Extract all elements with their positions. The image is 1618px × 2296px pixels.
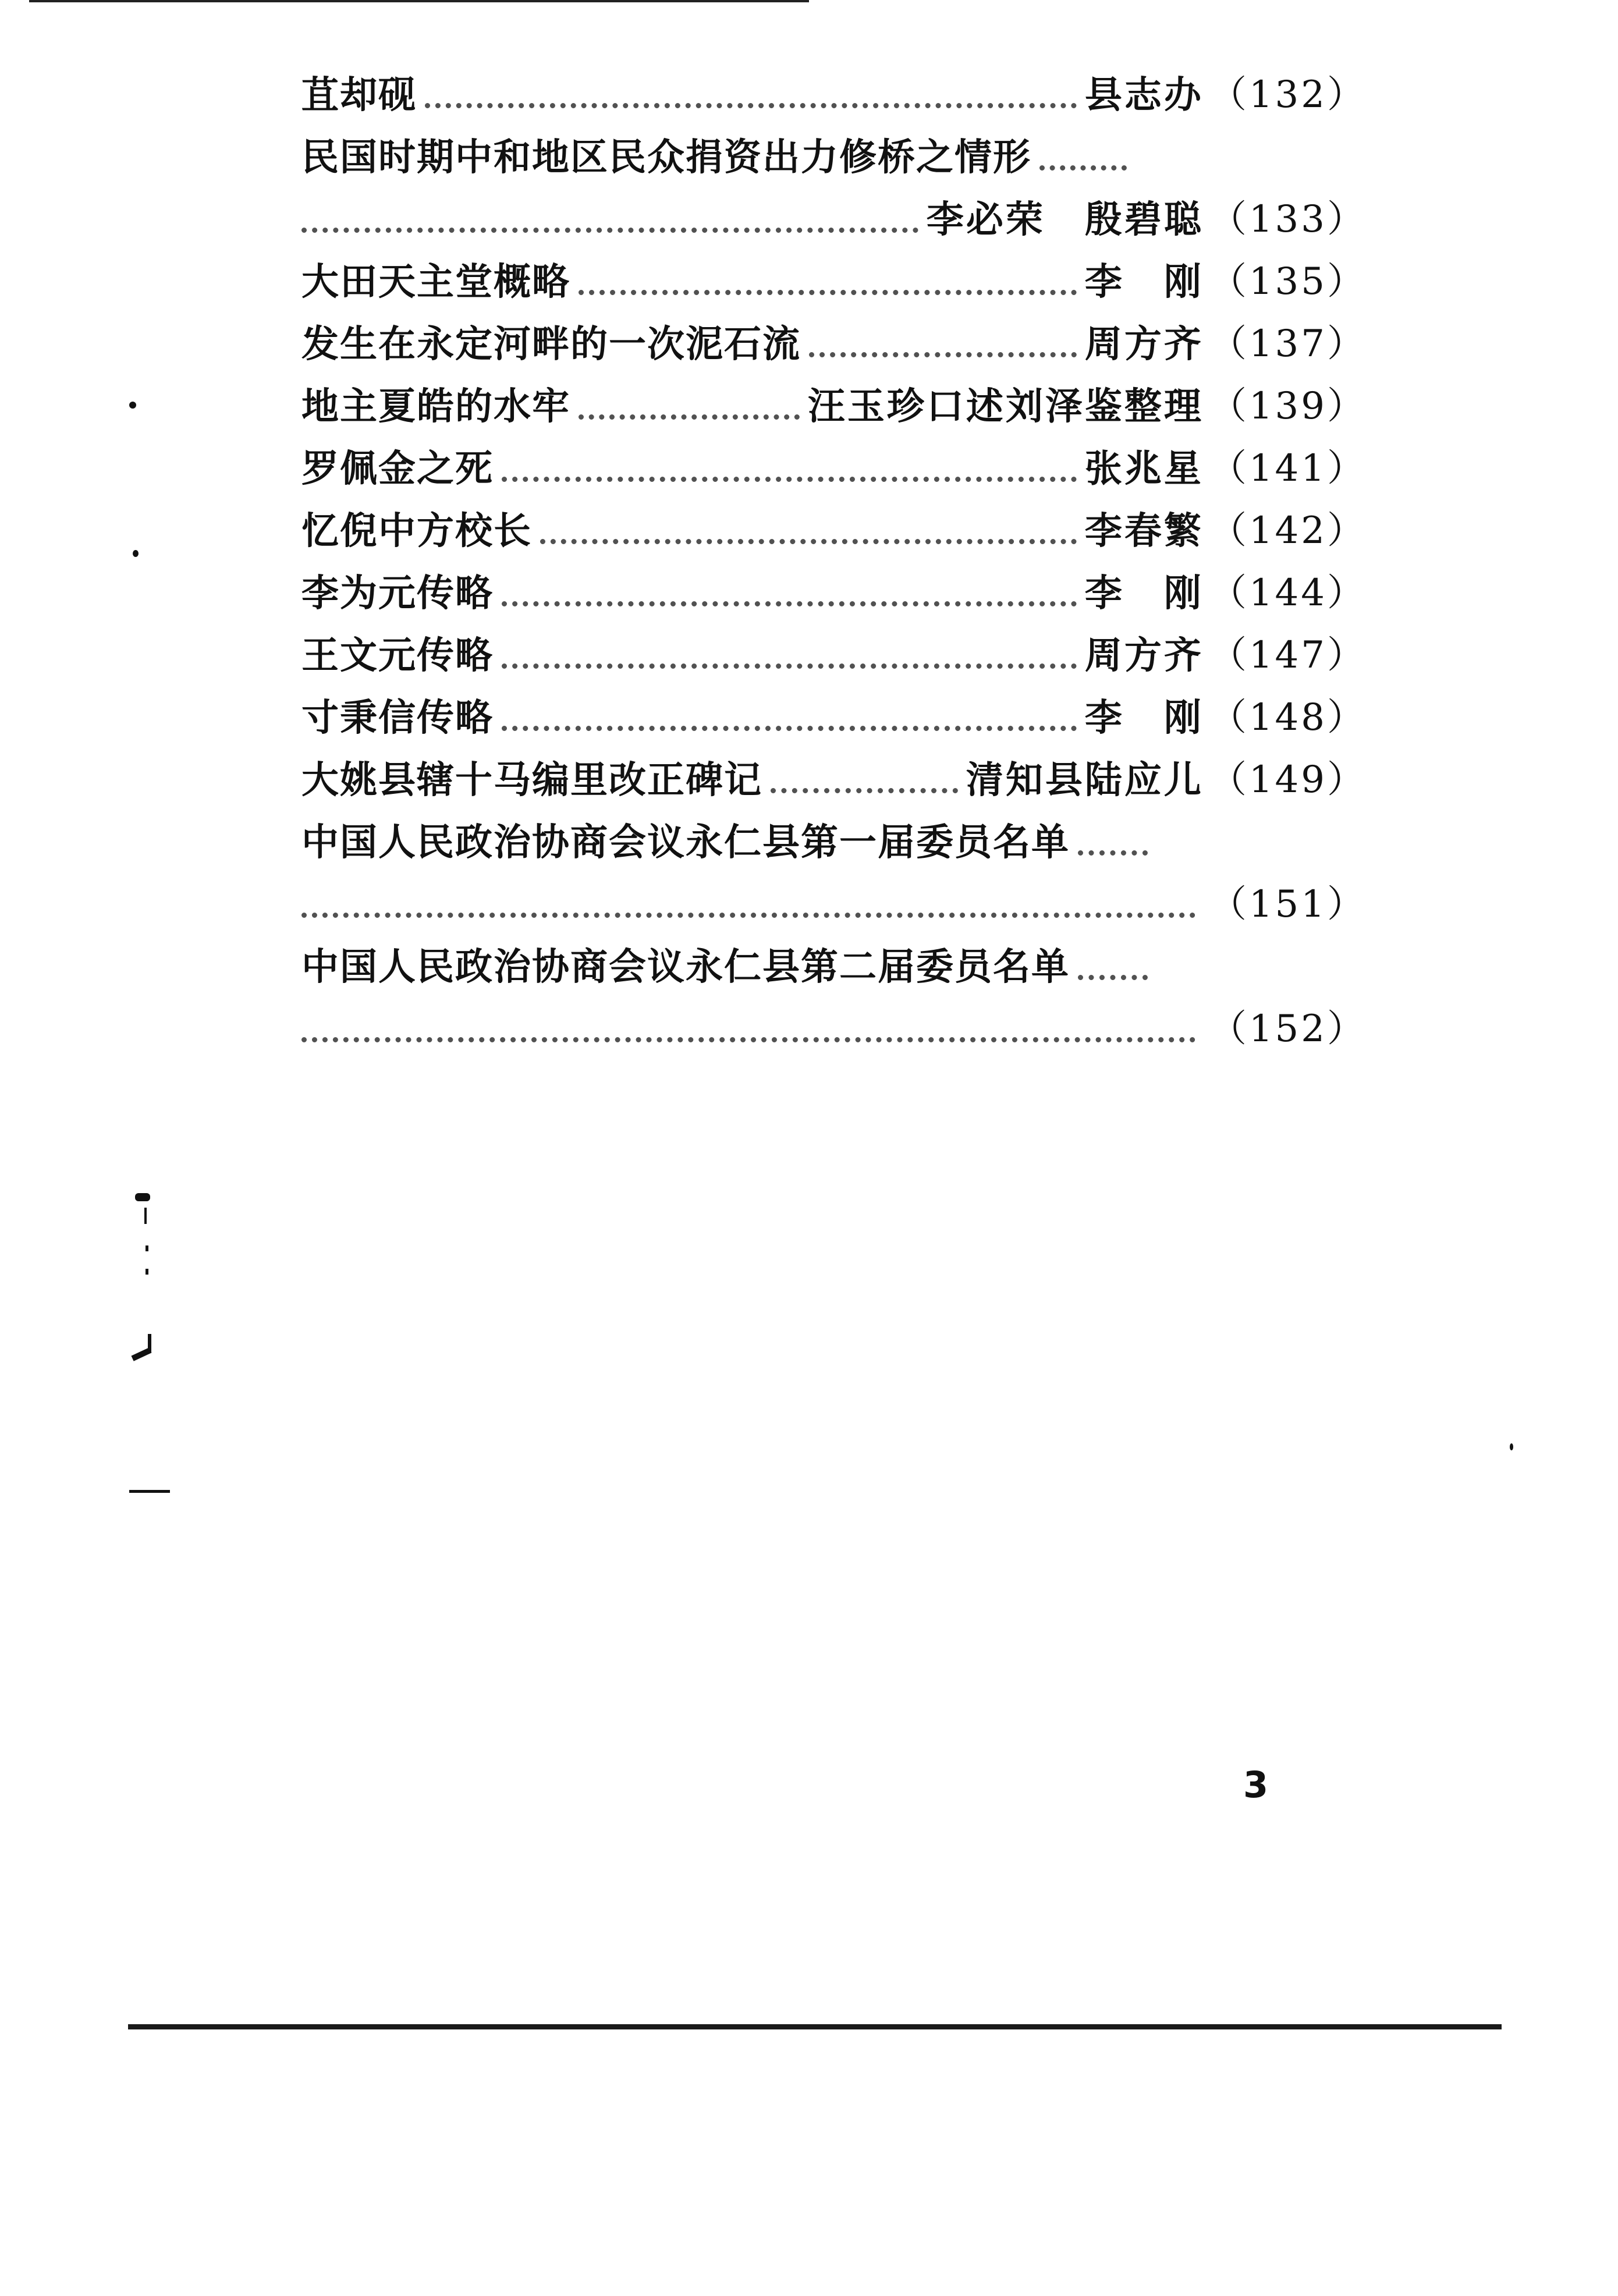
binding-mark [148,1334,151,1353]
toc-entry [301,687,1367,749]
toc-entry-author: 周方齐 [1084,634,1204,677]
toc-entry [301,126,1367,189]
dot-leader [502,477,1077,482]
binding-mark [129,1490,170,1493]
table-of-contents [301,64,1367,1060]
binding-mark [146,1269,148,1275]
scan-speck [129,402,136,409]
toc-entry-title: 忆倪中方校长 [301,509,532,553]
toc-entry-title: 寸秉信传略 [301,696,494,740]
toc-entry-author: 李 刚 [1084,260,1204,304]
dot-leader [1078,975,1148,980]
toc-entry-author: 张兆星 [1084,447,1204,491]
dot-leader [579,290,1077,295]
toc-entry-author: 周方齐 [1084,322,1204,366]
dot-leader [809,352,1077,357]
toc-entry [301,749,1367,811]
toc-entry [301,251,1367,313]
toc-entry-page: （152） [1209,1007,1367,1051]
toc-entry [301,624,1367,687]
toc-entry [301,936,1367,998]
toc-entry-continuation [301,189,1367,251]
toc-entry-author: 李 刚 [1084,572,1204,615]
toc-entry-title: 王文元传略 [301,634,494,677]
dot-leader [502,663,1077,669]
toc-entry-page: （141） [1209,447,1367,490]
toc-entry-title: 中国人民政治协商会议永仁县第一届委员名单 [301,821,1070,864]
toc-entry-page: （139） [1209,385,1367,428]
toc-entry-page: （135） [1209,260,1367,303]
toc-entry-page: （148） [1209,696,1367,739]
toc-entry-continuation [301,998,1367,1060]
scan-speck [133,550,139,557]
dot-leader [301,913,1195,918]
dot-leader [771,788,958,793]
dot-leader [1039,165,1127,171]
toc-entry-title: 苴却砚 [301,73,417,117]
toc-entry-author: 李春繁 [1084,509,1204,553]
toc-entry-title: 李为元传略 [301,572,494,615]
dot-leader [502,726,1077,731]
toc-entry-title: 罗佩金之死 [301,447,494,491]
toc-entry-page: （149） [1209,758,1367,801]
toc-entry [301,313,1367,375]
toc-entry-author: 李必荣 殷碧聪 [926,198,1204,242]
toc-entry [301,64,1367,126]
toc-entry-title: 中国人民政治协商会议永仁县第二届委员名单 [301,945,1070,989]
binding-mark [144,1208,147,1224]
toc-entry-author: 汪玉珍口述刘泽鉴整理 [807,385,1204,428]
binding-mark [135,1193,150,1201]
toc-entry-title: 大姚县辖十马编里改正碑记 [301,758,762,802]
toc-entry-author: 李 刚 [1084,696,1204,740]
toc-entry [301,811,1367,874]
toc-entry-author: 县志办 [1084,73,1204,117]
toc-entry-continuation [301,874,1367,936]
toc-entry-page: （133） [1209,198,1367,241]
dot-leader [425,103,1077,108]
top-rule [29,0,809,2]
toc-entry-title: 大田天主堂概略 [301,260,570,304]
toc-entry [301,562,1367,624]
bottom-rule [128,2024,1502,2029]
dot-leader [502,601,1077,606]
toc-entry-title: 民国时期中和地区民众捐资出力修桥之情形 [301,136,1031,179]
dot-leader [301,1037,1195,1042]
toc-entry-page: （144） [1209,572,1367,615]
dot-leader [540,539,1077,544]
dot-leader [579,414,800,420]
toc-entry-author: 清知县陆应儿 [966,758,1204,802]
toc-entry [301,500,1367,562]
toc-entry-page: （142） [1209,509,1367,552]
dot-leader [301,228,918,233]
toc-entry-page: （147） [1209,634,1367,677]
page-number: 3 [1243,1763,1269,1806]
toc-entry-title: 发生在永定河畔的一次泥石流 [301,322,801,366]
toc-entry [301,438,1367,500]
toc-entry-page: （132） [1209,73,1367,116]
toc-entry-title: 地主夏皓的水牢 [301,385,570,428]
binding-mark [146,1245,148,1251]
scan-speck [1510,1443,1513,1450]
dot-leader [1078,850,1148,856]
toc-entry-page: （151） [1209,883,1367,926]
toc-entry-page: （137） [1209,322,1367,365]
toc-entry [301,375,1367,438]
